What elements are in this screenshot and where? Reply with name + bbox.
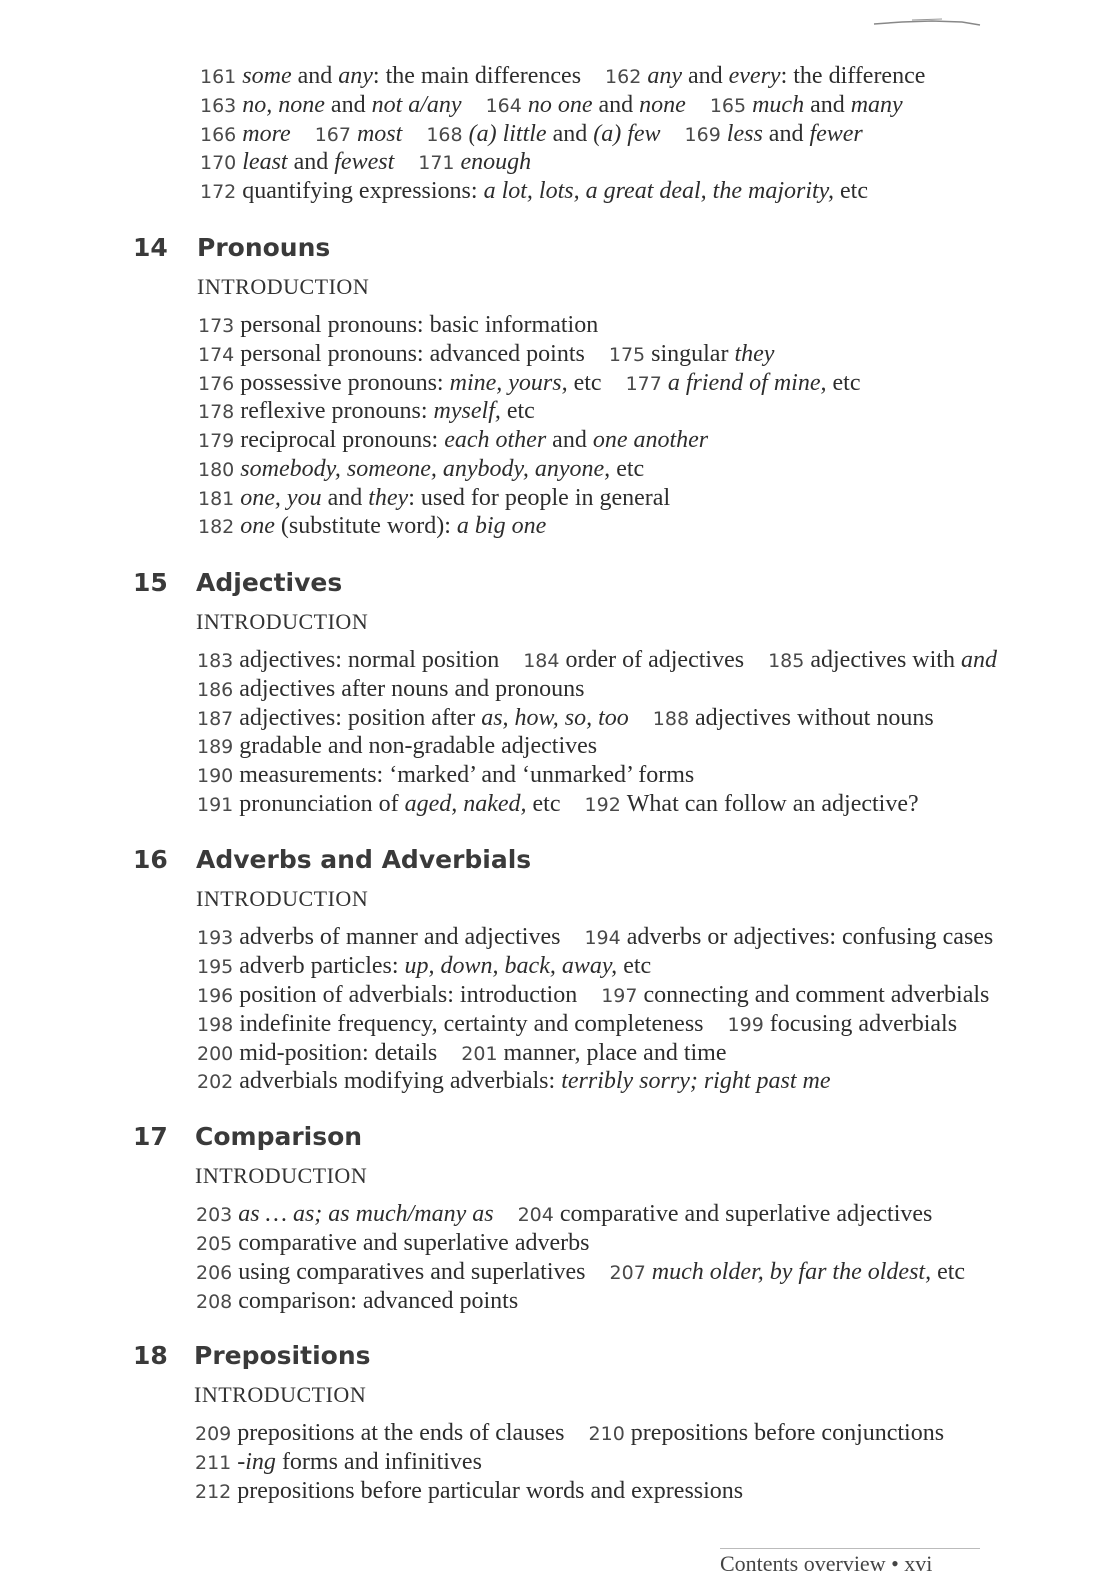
entry-171 — [418, 149, 531, 175]
entry-title: possessive pronouns: mine, yours, etc — [240, 370, 602, 396]
entry-number: 196 — [197, 985, 234, 1007]
entry-192 — [585, 791, 919, 817]
entry-163 — [200, 92, 462, 118]
entry-title: enough — [460, 149, 532, 175]
entry-title: using comparatives and superlatives — [238, 1259, 586, 1285]
entry-title: personal pronouns: basic information — [240, 312, 599, 338]
entry-212 — [195, 1478, 743, 1504]
entry-title: singular they — [651, 341, 775, 367]
chapter-number: 18 — [133, 1341, 168, 1370]
entry-number: 163 — [200, 95, 237, 117]
entry-number: 182 — [198, 516, 235, 538]
entry-title: least and fewest — [242, 149, 395, 175]
entry-title: indefinite frequency, certainty and completeness — [239, 1011, 704, 1037]
entry-title: comparative and superlative adverbs — [238, 1230, 590, 1256]
entry-191 — [197, 791, 561, 817]
entry-title: some and any: the main differences — [242, 63, 582, 89]
chapter-title: Pronouns — [197, 233, 331, 262]
entry-title: comparison: advanced points — [238, 1288, 519, 1314]
entry-206 — [196, 1259, 586, 1285]
entry-number: 169 — [684, 124, 721, 146]
contents-line — [200, 120, 863, 149]
chapter-introduction: INTRODUCTION — [196, 886, 369, 911]
entry-196 — [197, 982, 577, 1008]
contents-line — [197, 790, 919, 819]
entry-203 — [196, 1201, 494, 1227]
entry-title: adjectives: normal position — [239, 647, 500, 673]
entry-170 — [200, 149, 394, 175]
entry-173 — [198, 312, 598, 338]
entry-number: 194 — [584, 927, 621, 949]
chapter-number: 17 — [133, 1122, 168, 1151]
entry-title: manner, place and time — [503, 1040, 727, 1066]
entry-number: 187 — [197, 708, 234, 730]
entry-number: 208 — [196, 1291, 233, 1313]
contents-line — [197, 646, 997, 675]
entry-title: most — [356, 121, 403, 147]
entry-168 — [426, 121, 660, 147]
entry-number: 177 — [625, 373, 662, 395]
contents-line — [197, 1067, 831, 1096]
contents-line — [200, 177, 868, 206]
entry-title: pronunciation of aged, naked, etc — [239, 791, 561, 817]
entry-number: 183 — [197, 650, 234, 672]
contents-line — [198, 311, 598, 340]
entry-169 — [685, 121, 863, 147]
entry-200 — [197, 1040, 437, 1066]
entry-title: quantifying expressions: a lot, lots, a great deal, the majority, etc — [242, 178, 868, 204]
entry-178 — [198, 398, 535, 424]
entry-number: 205 — [196, 1233, 233, 1255]
entry-title: (a) little and (a) few — [468, 121, 661, 147]
entry-165 — [710, 92, 903, 118]
entry-number: 200 — [197, 1043, 234, 1065]
entry-number: 188 — [652, 708, 690, 730]
entry-number: 168 — [426, 124, 463, 146]
entry-197 — [601, 982, 989, 1008]
entry-183 — [197, 647, 499, 673]
entry-164 — [486, 92, 686, 118]
entry-number: 171 — [418, 152, 455, 174]
entry-204 — [518, 1201, 933, 1227]
chapter-introduction: INTRODUCTION — [194, 1382, 367, 1407]
entry-number: 203 — [196, 1204, 233, 1226]
entry-number: 201 — [461, 1043, 498, 1065]
entry-number: 197 — [601, 985, 638, 1007]
entry-title: adjectives without nouns — [695, 705, 934, 731]
entry-title: adverb particles: up, down, back, away, etc — [239, 953, 652, 979]
entry-title: connecting and comment adverbials — [643, 982, 990, 1008]
entry-title: much and many — [752, 92, 903, 118]
contents-line — [198, 484, 670, 513]
contents-line — [196, 1258, 965, 1287]
entry-167 — [315, 121, 403, 147]
entry-title: focusing adverbials — [769, 1011, 958, 1037]
entry-180 — [198, 456, 644, 482]
entry-202 — [197, 1068, 831, 1094]
entry-title: order of adjectives — [565, 647, 745, 673]
entry-title: adverbs or adjectives: confusing cases — [626, 924, 994, 950]
entry-199 — [728, 1011, 958, 1037]
chapter-title: Comparison — [195, 1122, 363, 1151]
chapter-title: Adjectives — [196, 568, 343, 597]
contents-line — [197, 761, 694, 790]
contents-line — [196, 1287, 518, 1316]
entry-number: 164 — [485, 95, 522, 117]
entry-175 — [609, 341, 775, 367]
entry-184 — [523, 647, 744, 673]
entry-title: one (substitute word): a big one — [240, 513, 547, 539]
entry-number: 210 — [588, 1423, 625, 1445]
entry-number: 173 — [198, 315, 235, 337]
entry-title: much older, by far the oldest, etc — [651, 1259, 966, 1285]
contents-line — [195, 1448, 482, 1477]
entry-title: adjectives with and — [810, 647, 997, 673]
entry-161 — [200, 63, 581, 89]
entry-number: 161 — [200, 66, 237, 88]
entry-211 — [195, 1449, 482, 1475]
entry-title: -ing forms and infinitives — [237, 1449, 482, 1475]
entry-number: 185 — [768, 650, 805, 672]
entry-193 — [197, 924, 560, 950]
entry-179 — [198, 427, 708, 453]
entry-title: prepositions at the ends of clauses — [237, 1420, 565, 1446]
entry-number: 206 — [196, 1262, 233, 1284]
entry-195 — [197, 953, 651, 979]
entry-205 — [196, 1230, 589, 1256]
entry-number: 212 — [195, 1481, 232, 1503]
contents-line — [198, 426, 708, 455]
contents-line — [197, 1010, 957, 1039]
contents-line — [198, 455, 644, 484]
contents-line — [197, 704, 934, 733]
scan-mark — [872, 16, 982, 28]
entry-186 — [197, 676, 585, 702]
entry-162 — [605, 63, 925, 89]
entry-number: 181 — [198, 488, 235, 510]
entry-number: 174 — [198, 344, 235, 366]
contents-line — [196, 1200, 932, 1229]
entry-number: 178 — [198, 401, 235, 423]
contents-line — [198, 340, 774, 369]
entry-177 — [626, 370, 861, 396]
contents-line — [197, 1039, 726, 1068]
entry-number: 186 — [197, 679, 234, 701]
contents-line — [195, 1419, 944, 1448]
chapter-introduction: INTRODUCTION — [195, 1163, 368, 1188]
entry-number: 167 — [314, 124, 351, 146]
entry-number: 209 — [195, 1423, 232, 1445]
entry-188 — [653, 705, 934, 731]
entry-number: 166 — [200, 124, 237, 146]
entry-title: no, none and not a/any — [242, 92, 462, 118]
entry-number: 190 — [197, 765, 234, 787]
chapter-introduction: INTRODUCTION — [197, 274, 370, 299]
contents-line — [200, 148, 531, 177]
entry-title: no one and none — [527, 92, 686, 118]
entry-title: comparative and superlative adjectives — [559, 1201, 933, 1227]
chapter-title: Adverbs and Adverbials — [196, 845, 532, 874]
entry-number: 192 — [584, 794, 621, 816]
entry-210 — [589, 1420, 945, 1446]
page-footer: Contents overview • xvi — [720, 1548, 980, 1572]
entry-number: 165 — [709, 95, 747, 117]
entry-194 — [584, 924, 993, 950]
entry-title: adverbials modifying adverbials: terribly sorry; right past me — [239, 1068, 831, 1094]
entry-title: What can follow an adjective? — [626, 791, 919, 817]
entry-166 — [200, 121, 291, 147]
entry-189 — [197, 733, 597, 759]
entry-190 — [197, 762, 694, 788]
entry-207 — [610, 1259, 966, 1285]
entry-number: 198 — [197, 1014, 234, 1036]
entry-title: one, you and they: used for people in general — [240, 485, 671, 511]
entry-number: 180 — [198, 459, 235, 481]
entry-187 — [197, 705, 629, 731]
entry-number: 189 — [197, 736, 234, 758]
entry-title: measurements: ‘marked’ and ‘unmarked’ forms — [239, 762, 695, 788]
entry-number: 175 — [608, 344, 646, 366]
entry-title: adverbs of manner and adjectives — [239, 924, 561, 950]
entry-number: 191 — [197, 794, 234, 816]
entry-number: 211 — [195, 1452, 232, 1474]
entry-185 — [768, 647, 997, 673]
entry-title: a friend of mine, etc — [667, 370, 861, 396]
entry-title: reciprocal pronouns: each other and one another — [240, 427, 709, 453]
entry-number: 184 — [523, 650, 560, 672]
entry-number: 176 — [198, 373, 235, 395]
contents-line — [198, 397, 535, 426]
entry-201 — [461, 1040, 726, 1066]
entry-172 — [200, 178, 868, 204]
entry-title: as … as; as much/many as — [238, 1201, 494, 1227]
entry-number: 162 — [605, 66, 642, 88]
entry-title: position of adverbials: introduction — [239, 982, 578, 1008]
contents-line — [197, 732, 597, 761]
entry-number: 195 — [197, 956, 234, 978]
entry-number: 202 — [197, 1071, 234, 1093]
entry-176 — [198, 370, 602, 396]
entry-number: 193 — [197, 927, 234, 949]
entry-209 — [195, 1420, 565, 1446]
contents-line — [198, 512, 546, 541]
contents-line — [197, 952, 651, 981]
entry-title: mid-position: details — [239, 1040, 438, 1066]
entry-title: somebody, someone, anybody, anyone, etc — [240, 456, 645, 482]
entry-number: 204 — [517, 1204, 554, 1226]
entry-title: more — [242, 121, 291, 147]
contents-line — [200, 91, 903, 120]
contents-line — [197, 675, 585, 704]
entry-number: 207 — [609, 1262, 646, 1284]
entry-174 — [198, 341, 585, 367]
entry-number: 172 — [200, 181, 237, 203]
entry-title: adjectives after nouns and pronouns — [239, 676, 585, 702]
chapter-number: 16 — [133, 845, 168, 874]
entry-number: 199 — [727, 1014, 764, 1036]
contents-line — [195, 1477, 743, 1506]
entry-182 — [198, 513, 546, 539]
contents-line — [197, 923, 993, 952]
entry-198 — [197, 1011, 704, 1037]
chapter-number: 15 — [133, 568, 168, 597]
chapter-title: Prepositions — [194, 1341, 371, 1370]
entry-title: adjectives: position after as, how, so, too — [239, 705, 629, 731]
entry-title: prepositions before conjunctions — [630, 1420, 945, 1446]
entry-181 — [198, 485, 670, 511]
entry-number: 179 — [198, 430, 235, 452]
chapter-number: 14 — [133, 233, 168, 262]
contents-line — [196, 1229, 589, 1258]
entry-title: reflexive pronouns: myself, etc — [240, 398, 535, 424]
entry-title: prepositions before particular words and expressions — [237, 1478, 744, 1504]
entry-title: less and fewer — [726, 121, 863, 147]
contents-line — [198, 369, 860, 398]
entry-title: personal pronouns: advanced points — [240, 341, 585, 367]
entry-number: 170 — [200, 152, 237, 174]
entry-208 — [196, 1288, 518, 1314]
chapter-introduction: INTRODUCTION — [196, 609, 369, 634]
contents-line — [200, 62, 925, 91]
entry-title: any and every: the difference — [647, 63, 926, 89]
entry-title: gradable and non-gradable adjectives — [239, 733, 598, 759]
contents-line — [197, 981, 989, 1010]
